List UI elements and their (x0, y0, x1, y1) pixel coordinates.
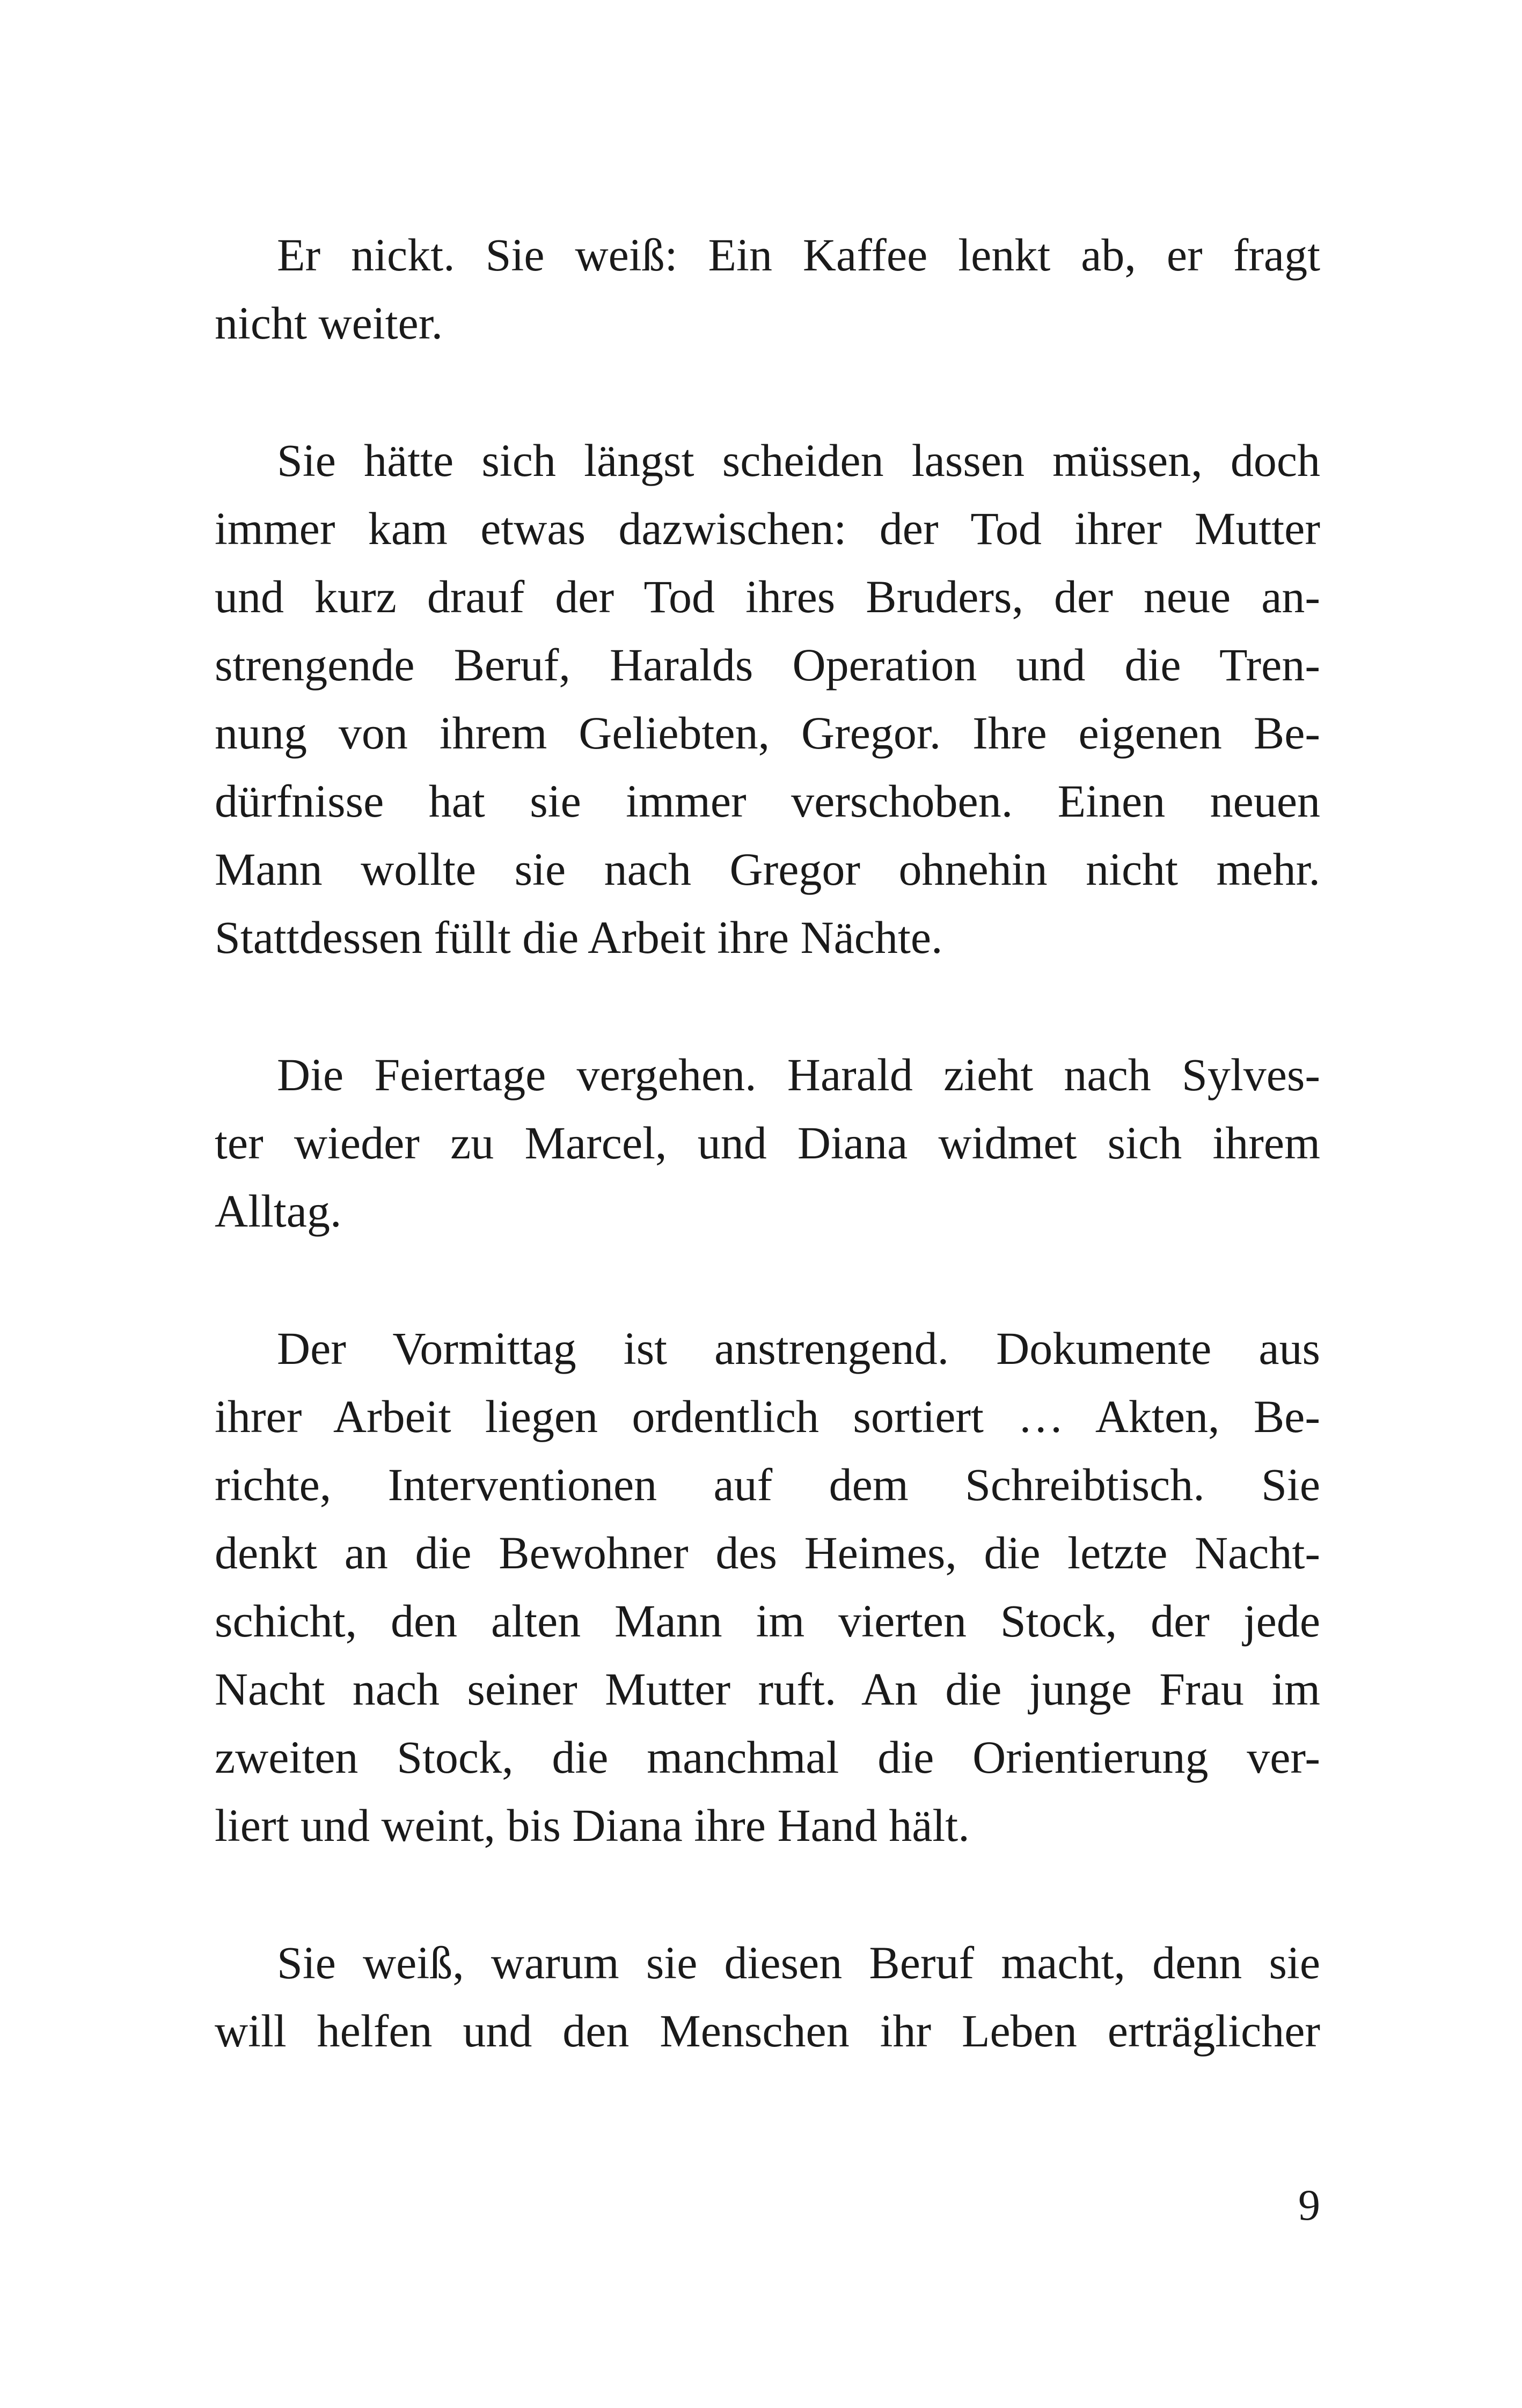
text-line: Der Vormittag ist anstrengend. Dokumente aus (277, 1323, 1320, 1374)
text-line: ihrer Arbeit liegen ordentlich sortiert … Akten, Be- (215, 1391, 1320, 1442)
text-line: und kurz drauf der Tod ihres Bruders, der neue an- (215, 571, 1320, 622)
text-line: Alltag. (215, 1185, 342, 1237)
body-text (215, 221, 1320, 2134)
text-line: strengende Beruf, Haralds Operation und die Tren- (215, 639, 1320, 691)
paragraph-2 (215, 427, 1320, 972)
text-line: richte, Interventionen auf dem Schreibtisch. Sie (215, 1459, 1320, 1510)
text-line: denkt an die Bewohner des Heimes, die letzte Nacht- (215, 1527, 1320, 1579)
text-line: Stattdessen füllt die Arbeit ihre Nächte. (215, 912, 943, 963)
paragraph-5 (215, 1929, 1320, 2065)
text-line: Sie hätte sich längst scheiden lassen müssen, doch (277, 435, 1320, 486)
paragraph-4 (215, 1315, 1320, 1860)
text-line: Die Feiertage vergehen. Harald zieht nach Sylves- (277, 1049, 1320, 1100)
paragraph-3 (215, 1041, 1320, 1245)
text-line: nicht weiter. (215, 297, 443, 349)
text-line: Er nickt. Sie weiß: Ein Kaffee lenkt ab, er fragt (277, 229, 1320, 281)
text-line: liert und weint, bis Diana ihre Hand hält. (215, 1800, 970, 1851)
text-line: immer kam etwas dazwischen: der Tod ihrer Mutter (215, 503, 1320, 554)
page-number: 9 (1298, 2181, 1320, 2229)
text-line: ter wieder zu Marcel, und Diana widmet sich ihrem (215, 1117, 1320, 1169)
text-line: zweiten Stock, die manchmal die Orientierung ver- (215, 1731, 1320, 1783)
text-line: dürfnisse hat sie immer verschoben. Einen neuen (215, 775, 1320, 827)
text-line: schicht, den alten Mann im vierten Stock, der jede (215, 1595, 1320, 1647)
text-line: Mann wollte sie nach Gregor ohnehin nicht mehr. (215, 843, 1320, 895)
text-line: Nacht nach seiner Mutter ruft. An die junge Frau im (215, 1663, 1320, 1715)
text-line: nung von ihrem Geliebten, Gregor. Ihre eigenen Be- (215, 707, 1320, 759)
text-line: Sie weiß, warum sie diesen Beruf macht, denn sie (277, 1937, 1320, 1988)
paragraph-1 (215, 221, 1320, 357)
text-line: will helfen und den Menschen ihr Leben erträglicher (215, 2005, 1320, 2057)
